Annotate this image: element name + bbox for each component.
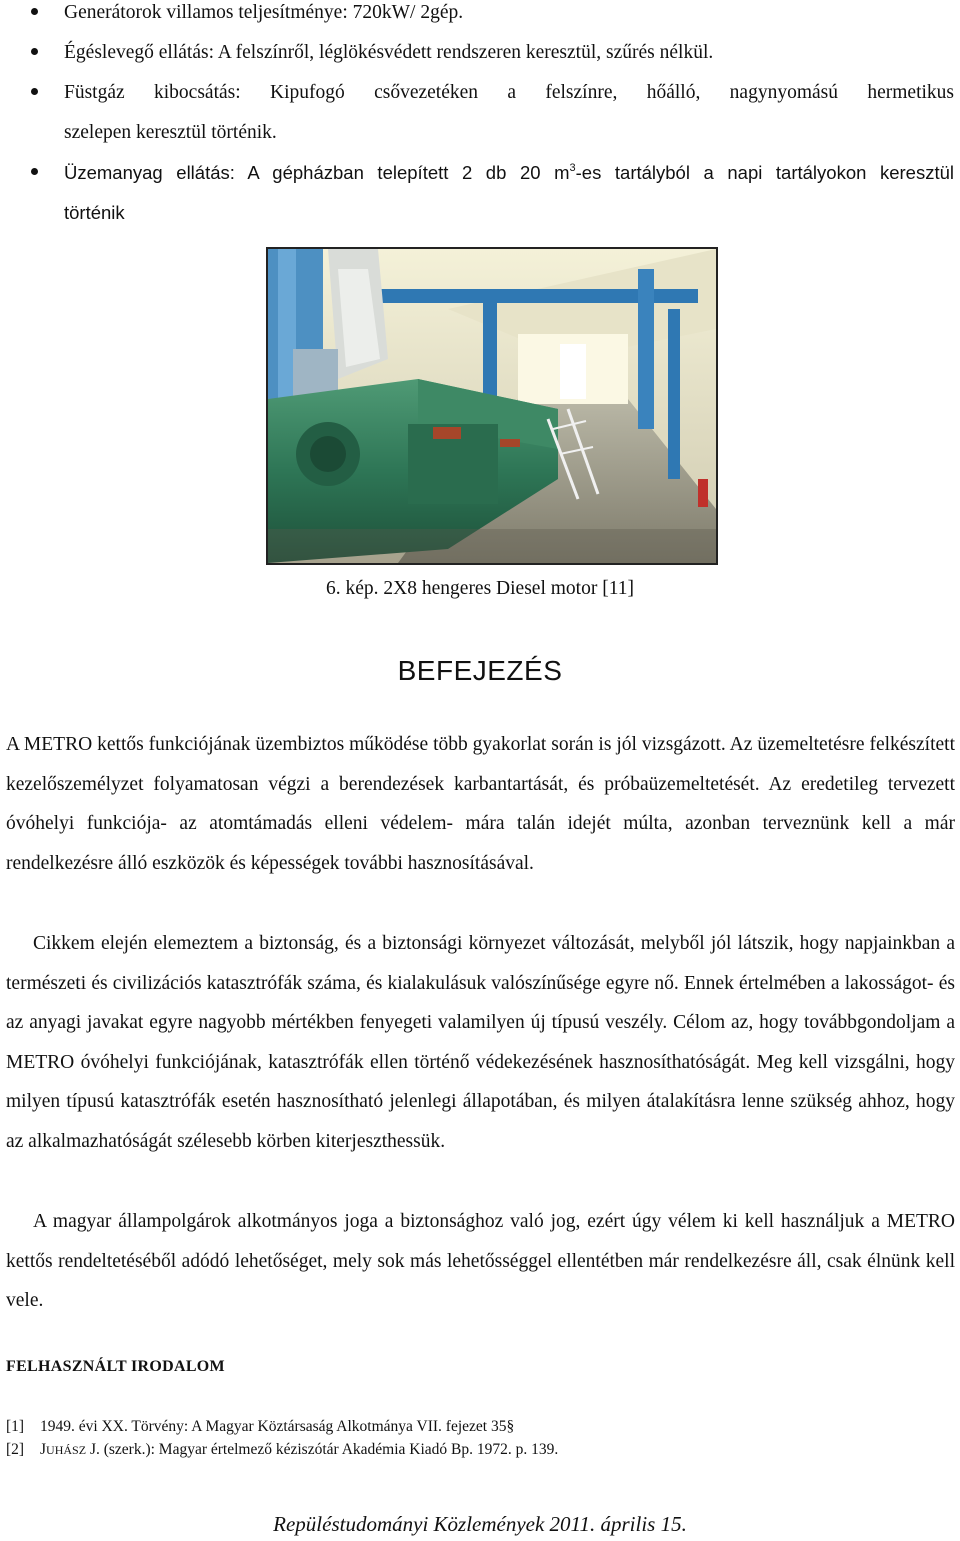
reference-item: [2] JUHÁSZ J. (szerk.): Magyar értelmező kéziszótár Akadémia Kiadó Bp. 1972. p. 139. xyxy=(6,1441,559,1458)
conclusion-paragraph-1: A METRO kettős funkciójának üzembiztos működése több gyakorlat során is jól vizsgázott. Az üzemeltetésre felkészített kezelőszemélyzet folyamatosan végzi a berendezések karbantartását, és próbaüzemeltetését. Az eredetileg tervezett óvóhelyi funkciója- az atomtámadás elleni védelem- mára talán idejét múlta, azonban terveznünk kell a már rendelkezésre álló eszközök és képességek további hasznosításával. xyxy=(6,734,955,874)
references-list xyxy=(6,1415,558,1462)
bullet-flue-gas: Füstgáz kibocsátás: Kipufogó csővezetéken a felszínre, hőálló, nagynyomású hermetikus szelepen keresztül történik. xyxy=(0,73,960,153)
journal-footer: Repüléstudományi Közlemények 2011. április 15. xyxy=(273,1512,687,1536)
conclusion-paragraph-2: Cikkem elején elemeztem a biztonság, és a biztonsági környezet változását, melyből jól látszik, hogy napjainkban a természeti és civilizációs katasztrófák száma, és kialakulásuk valószínűsége egyre nő. Ennek értelmében a lakosságot- és az anyagi javakat egyre nagyobb mértékben fenyegeti valamilyen új típusú veszély. Célom az, hogy továbbgondoljam a METRO óvóhelyi funkciójának, katasztrófák ellen történő védekezésének hasznosíthatóságát. Meg kell vizsgálni, hogy milyen típusú katasztrófák esetén hasznosítható jelenlegi állapotában, és milyen átalakításra lenne szükség ahhoz, hogy az alkalmazhatóságát szélesebb körben kiterjeszthessük. xyxy=(6,933,955,1152)
bullet-fuel-supply: Üzemanyag ellátás: A gépházban telepített 2 db 20 $m^3-es$ tartályból a napi tartályokon keresztül történik xyxy=(0,153,960,233)
bullet-combustion-air: Égéslevegő ellátás: A felszínről, léglökésvédett rendszeren keresztül, szűrés nélkül. xyxy=(0,33,960,73)
reference-item: [1] 1949. évi XX. Törvény: A Magyar Köztársaság Alkotmánya VII. fejezet 35§ xyxy=(6,1418,515,1435)
engine-room-illustration xyxy=(268,249,716,563)
diesel-engine-photo xyxy=(266,247,718,565)
figure-caption: 6. kép. 2X8 hengeres Diesel motor [11] xyxy=(326,578,634,599)
bullet-generator-power: Generátorok villamos teljesítménye: 720kW/ 2gép. xyxy=(0,0,960,33)
conclusion-paragraph-3: A magyar állampolgárok alkotmányos joga a biztonsághoz való jog, ezért úgy vélem ki kell használjuk a METRO kettős rendeltetéséből adódó lehetőséget, mely sok más lehetősséggel ellentétben már rendelkezésre áll, csak élnünk kell vele. xyxy=(6,1211,955,1312)
bullet-list xyxy=(0,0,960,233)
references-heading: FELHASZNÁLT IRODALOM xyxy=(6,1358,225,1375)
section-heading: BEFEJEZÉS xyxy=(397,655,563,686)
